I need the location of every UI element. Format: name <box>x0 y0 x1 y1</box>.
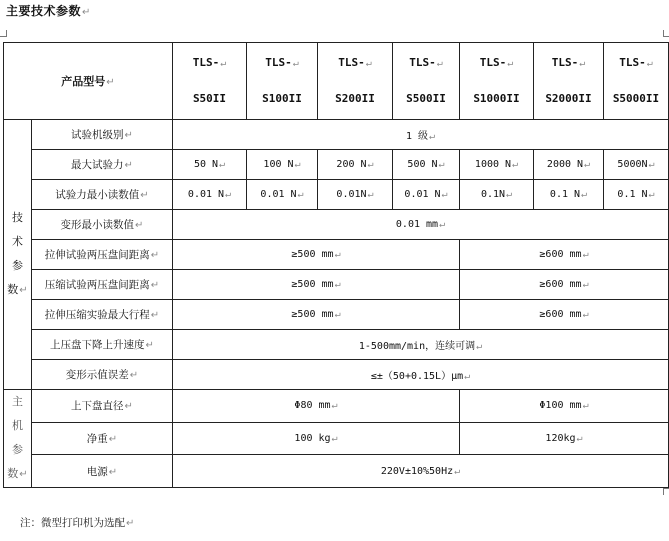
table-row <box>4 210 669 240</box>
value-cell: 0.1N↵ <box>460 180 534 210</box>
value-cell: 5000N↵ <box>604 150 669 180</box>
group-label-tech: 技 术 参 数↵ <box>4 120 32 390</box>
header-row <box>4 43 669 120</box>
value-cell: 0.01N↵ <box>318 180 393 210</box>
table-row <box>4 180 669 210</box>
row-label: 拉伸试验两压盘间距离↵ <box>32 240 173 270</box>
table-row <box>4 390 669 423</box>
value-cell: 0.01 mm↵ <box>173 210 669 240</box>
model-header-cell: 产品型号↵ <box>4 43 173 120</box>
value-cell: 220V±10%50Hz↵ <box>173 455 669 488</box>
row-label: 变形最小读数值↵ <box>32 210 173 240</box>
value-cell: ≥500 mm↵ <box>173 240 460 270</box>
table-row <box>4 240 669 270</box>
value-cell: 0.01 N↵ <box>173 180 247 210</box>
value-cell: Φ100 mm↵ <box>460 390 669 423</box>
value-cell: ≥600 mm↵ <box>460 300 669 330</box>
value-cell: ≥600 mm↵ <box>460 240 669 270</box>
model-cell: TLS-↵ S1000II <box>460 43 534 120</box>
value-cell: 0.01 N↵ <box>393 180 460 210</box>
value-cell: 2000 N↵ <box>534 150 604 180</box>
table-row <box>4 360 669 390</box>
value-cell: 500 N↵ <box>393 150 460 180</box>
value-cell: ≥500 mm↵ <box>173 270 460 300</box>
value-cell: 100 kg↵ <box>173 422 460 455</box>
corner-mark-top-left <box>0 30 7 37</box>
corner-mark-top-right <box>663 30 669 37</box>
footnote: 注：微型打印机为选配↵ <box>20 517 135 529</box>
value-cell: ≥600 mm↵ <box>460 270 669 300</box>
row-label: 上下盘直径↵ <box>32 390 173 423</box>
model-cell: TLS-↵ S2000II <box>534 43 604 120</box>
value-cell: ≤±（50+0.15L）μm↵ <box>173 360 669 390</box>
value-cell: 1 级↵ <box>173 120 669 150</box>
row-label: 压缩试验两压盘间距离↵ <box>32 270 173 300</box>
row-label: 试验力最小读数值↵ <box>32 180 173 210</box>
model-cell: TLS-↵ S5000II <box>604 43 669 120</box>
value-cell: 50 N↵ <box>173 150 247 180</box>
value-cell: 0.01 N↵ <box>247 180 318 210</box>
spec-table <box>3 42 669 488</box>
value-cell: 100 N↵ <box>247 150 318 180</box>
group-label-main: 主 机 参 数↵ <box>4 390 32 488</box>
row-label: 拉伸压缩实验最大行程↵ <box>32 300 173 330</box>
model-cell: TLS-↵ S500II <box>393 43 460 120</box>
model-cell: TLS-↵ S100II <box>247 43 318 120</box>
table-row <box>4 455 669 488</box>
section-title: 主要技术参数↵ <box>6 4 91 18</box>
model-cell: TLS-↵ S200II <box>318 43 393 120</box>
row-label: 净重↵ <box>32 422 173 455</box>
corner-mark-bottom-right <box>663 488 669 495</box>
row-label: 上压盘下降上升速度↵ <box>32 330 173 360</box>
table-row <box>4 330 669 360</box>
value-cell: 1-500mm/min，连续可调↵ <box>173 330 669 360</box>
table-row <box>4 270 669 300</box>
table-row <box>4 300 669 330</box>
table-row <box>4 150 669 180</box>
value-cell: 1000 N↵ <box>460 150 534 180</box>
model-cell: TLS-↵ S50II <box>173 43 247 120</box>
row-label: 试验机级别↵ <box>32 120 173 150</box>
value-cell: 200 N↵ <box>318 150 393 180</box>
value-cell: ≥500 mm↵ <box>173 300 460 330</box>
value-cell: 120kg↵ <box>460 422 669 455</box>
row-label: 电源↵ <box>32 455 173 488</box>
table-row <box>4 422 669 455</box>
row-label: 变形示值误差↵ <box>32 360 173 390</box>
value-cell: Φ80 mm↵ <box>173 390 460 423</box>
value-cell: 0.1 N↵ <box>534 180 604 210</box>
row-label: 最大试验力↵ <box>32 150 173 180</box>
table-row <box>4 120 669 150</box>
value-cell: 0.1 N↵ <box>604 180 669 210</box>
